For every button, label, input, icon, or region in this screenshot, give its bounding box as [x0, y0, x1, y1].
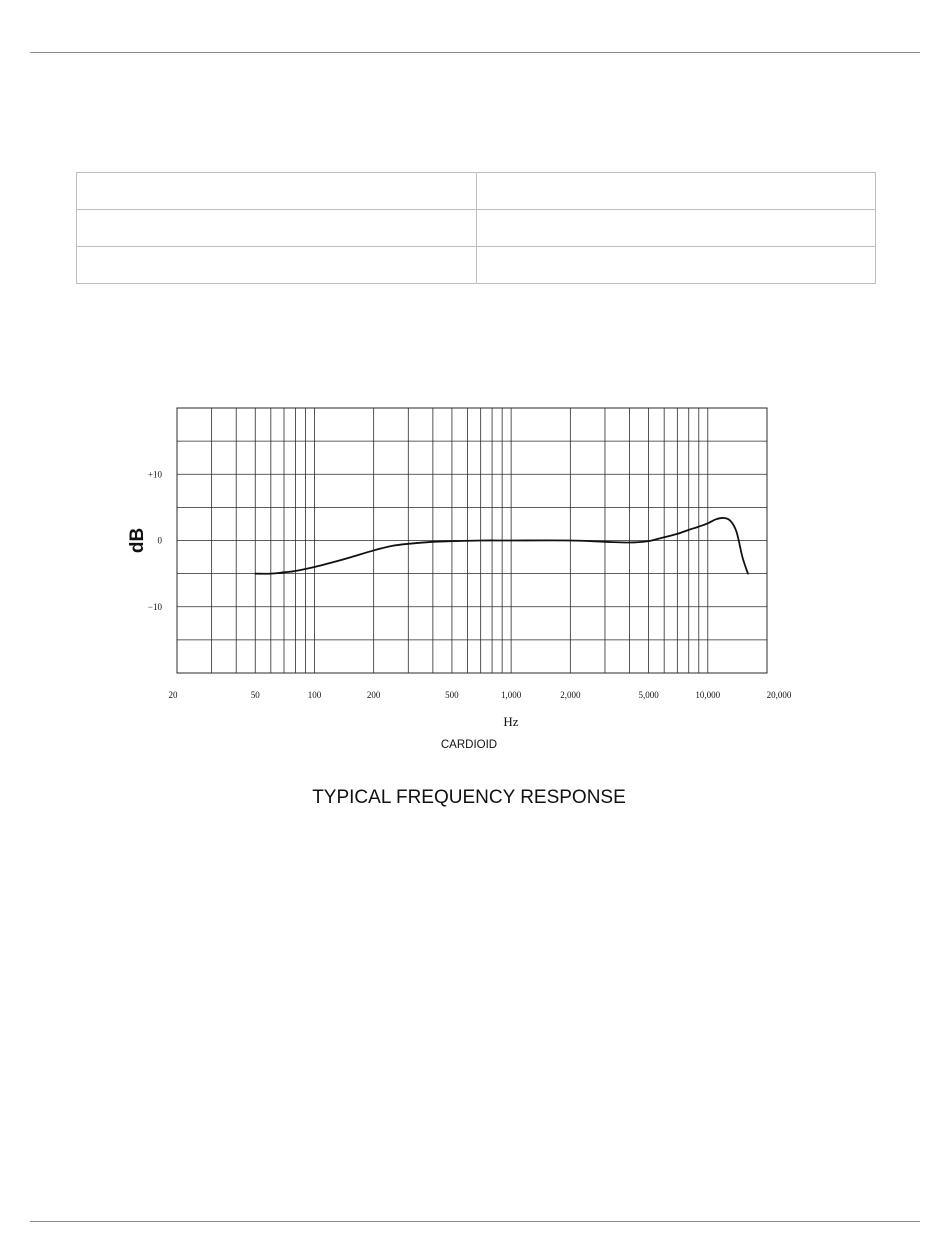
response-curve [255, 518, 748, 574]
x-tick-label: 5,000 [638, 690, 659, 700]
x-tick-label: 50 [250, 690, 260, 700]
x-tick-label: 1,000 [501, 690, 522, 700]
y-tick-label: +10 [147, 469, 162, 480]
x-tick-label: 200 [366, 690, 381, 700]
x-tick-label: 100 [307, 690, 322, 700]
x-tick-label: 10,000 [695, 690, 721, 700]
x-axis-label: Hz [503, 714, 519, 729]
bottom-rule [30, 1221, 920, 1222]
y-tick-label: −10 [147, 601, 162, 612]
x-tick-label: 2,000 [560, 690, 581, 700]
polar-pattern-label: CARDIOID [440, 739, 498, 751]
y-tick-label: 0 [157, 535, 162, 546]
y-axis-label: dB [127, 527, 148, 554]
x-tick-label: 500 [445, 690, 459, 700]
x-tick-label: 20 [168, 690, 178, 700]
chart-title: TYPICAL FREQUENCY RESPONSE [312, 787, 626, 808]
x-tick-label: 20,000 [766, 690, 792, 700]
